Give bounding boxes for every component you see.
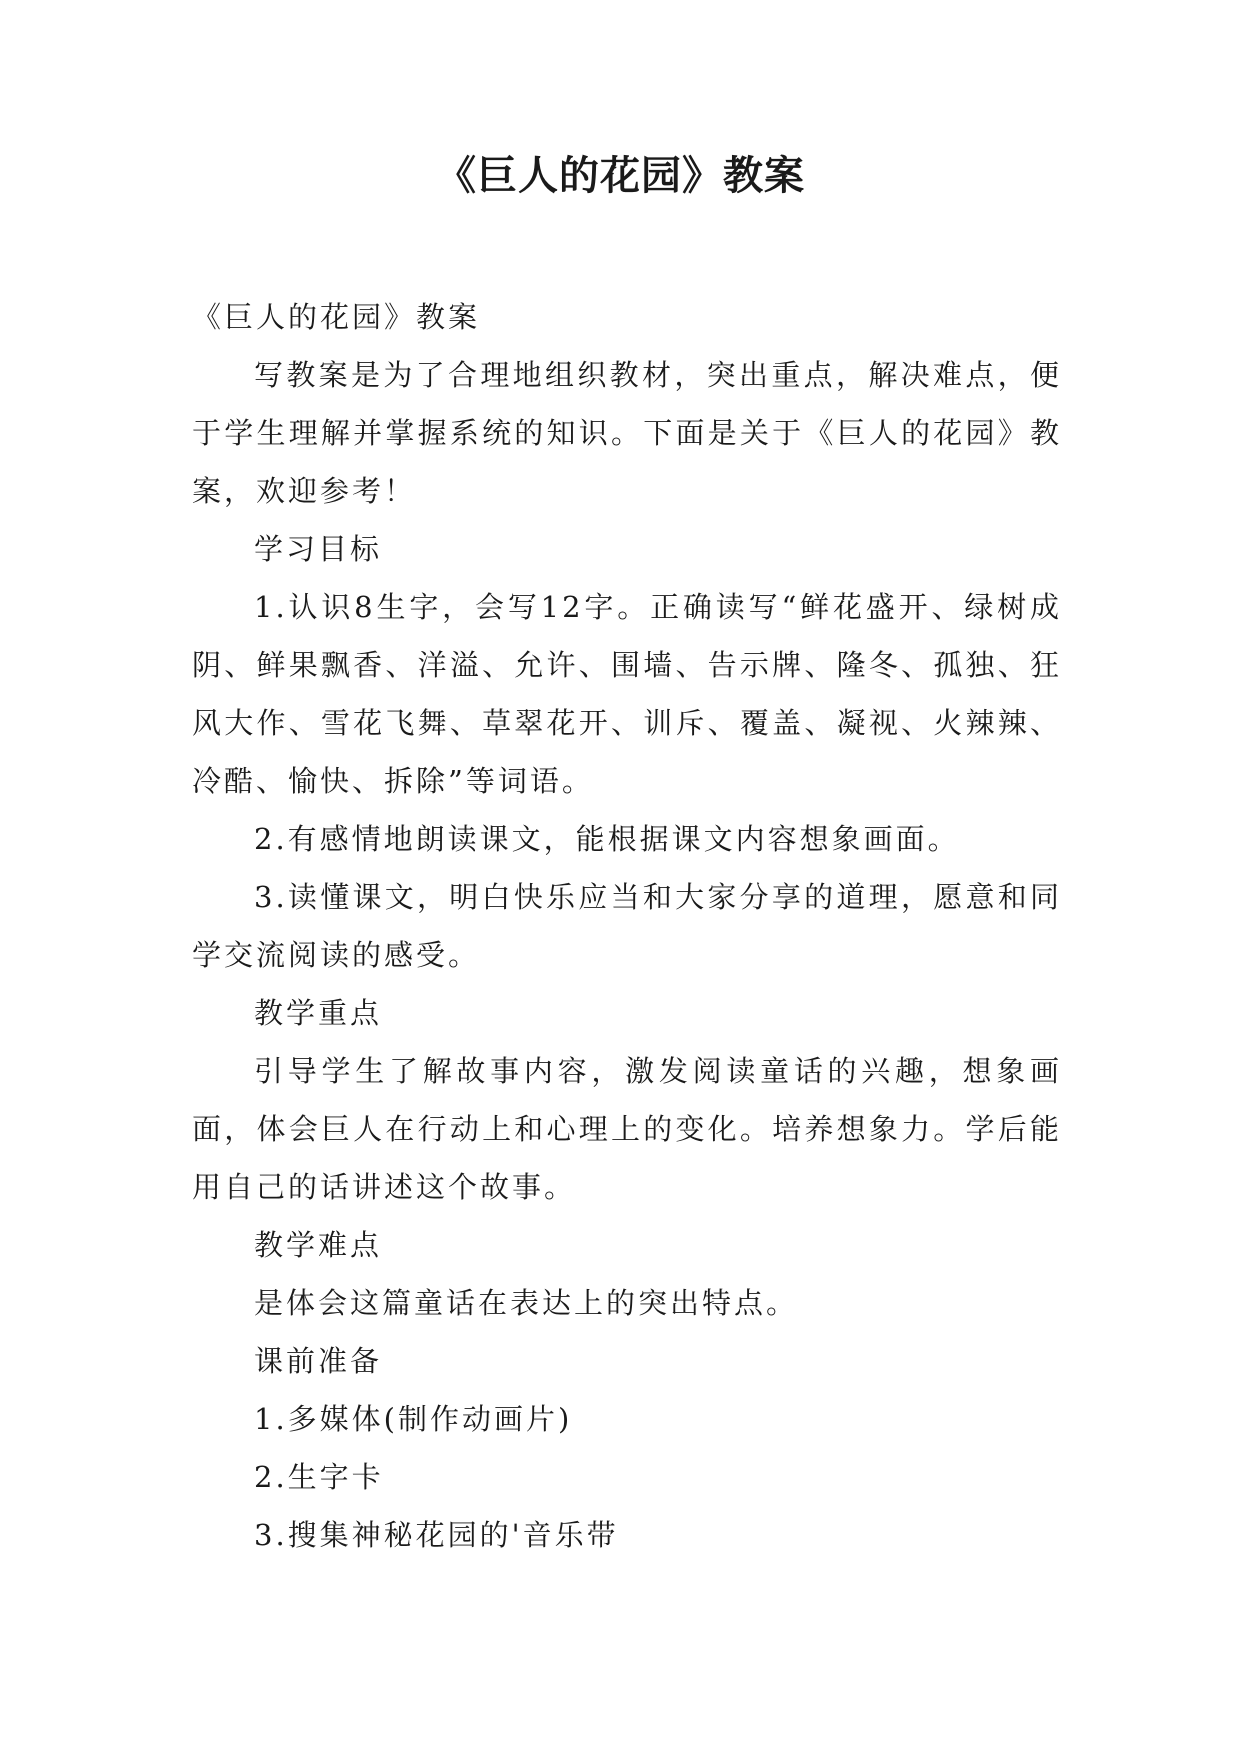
- section-heading-key-points: 教学重点: [254, 996, 383, 1030]
- goal-item-1: 1.认识8生字，会写12字。正确读写“鲜花盛开、绿树成阴、鲜果飘香、洋溢、允许、围墙、告示牌、隆冬、孤独、狂风大作、雪花飞舞、草翠花开、训斥、覆盖、凝视、火辣辣、冷酷、愉快、拆除”等词语。: [192, 590, 1062, 798]
- section-heading-learning-goals: 学习目标: [254, 532, 383, 566]
- goal-item-3: 3.读懂课文，明白快乐应当和大家分享的道理，愿意和同学交流阅读的感受。: [192, 880, 1062, 972]
- goal-item-2: 2.有感情地朗读课文，能根据课文内容想象画面。: [254, 822, 960, 856]
- document-body: [192, 288, 1062, 1564]
- preparation-item-1: 1.多媒体(制作动画片): [254, 1402, 573, 1436]
- key-points-paragraph: 引导学生了解故事内容，激发阅读童话的兴趣，想象画面，体会巨人在行动上和心理上的变化。培养想象力。学后能用自己的话讲述这个故事。: [192, 1054, 1062, 1204]
- difficulties-paragraph: 是体会这篇童话在表达上的突出特点。: [254, 1286, 799, 1320]
- section-heading-preparation: 课前准备: [254, 1344, 383, 1378]
- intro-paragraph: 写教案是为了合理地组织教材，突出重点，解决难点，便于学生理解并掌握系统的知识。下面是关于《巨人的花园》教案，欢迎参考！: [192, 358, 1062, 508]
- document-title: 《巨人的花园》教案: [436, 153, 805, 199]
- section-heading-difficulties: 教学难点: [254, 1228, 383, 1262]
- preparation-item-2: 2.生字卡: [254, 1460, 384, 1494]
- preparation-item-3: 3.搜集神秘花园的'音乐带: [254, 1518, 619, 1552]
- subtitle-line: 《巨人的花园》教案: [192, 300, 481, 334]
